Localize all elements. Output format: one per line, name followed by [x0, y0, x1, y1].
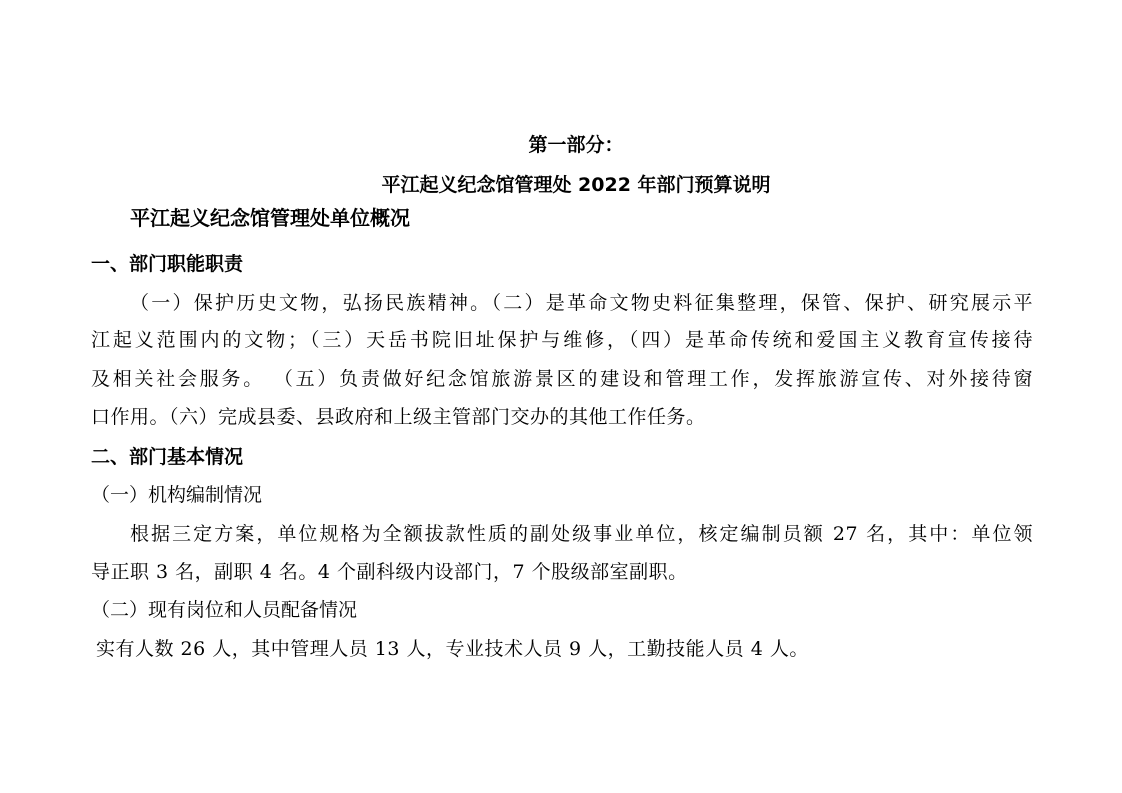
- section-2-title: 二、部门基本情况: [91, 446, 244, 468]
- section-1-line: 江起义范围内的文物；（三）天岳书院旧址保护与维修，（四）是革命传统和爱国主义教育宣传接待: [91, 329, 1033, 351]
- section-1-line: 及相关社会服务。 （五）负责做好纪念馆旅游景区的建设和管理工作，发挥旅游宣传、对外接待窗: [91, 368, 1033, 390]
- unit-overview-title: 平江起义纪念馆管理处单位概况: [130, 206, 410, 230]
- document-title: 平江起义纪念馆管理处 2022 年部门预算说明: [381, 174, 771, 196]
- section-1-line: 口作用。（六）完成县委、县政府和上级主管部门交办的其他工作任务。: [91, 406, 706, 428]
- subsection-1-line: 根据三定方案，单位规格为全额拔款性质的副处级事业单位，核定编制员额 27 名，其中：单位领: [130, 523, 1033, 545]
- subsection-2-title: （二）现有岗位和人员配备情况: [91, 599, 358, 621]
- subsection-2-line: 实有人数 26 人，其中管理人员 13 人，专业技术人员 9 人，工勤技能人员 4 人。: [96, 638, 809, 660]
- subsection-1-line: 导正职 3 名，副职 4 名。4 个副科级内设部门，7 个股级部室副职。: [91, 561, 688, 583]
- section-1-title: 一、部门职能职责: [91, 253, 244, 275]
- subsection-1-title: （一）机构编制情况: [91, 484, 263, 506]
- section-1-line: （一）保护历史文物，弘扬民族精神。（二）是革命文物史料征集整理，保管、保护、研究展示平: [130, 292, 1033, 314]
- part-heading: 第一部分：: [528, 134, 624, 156]
